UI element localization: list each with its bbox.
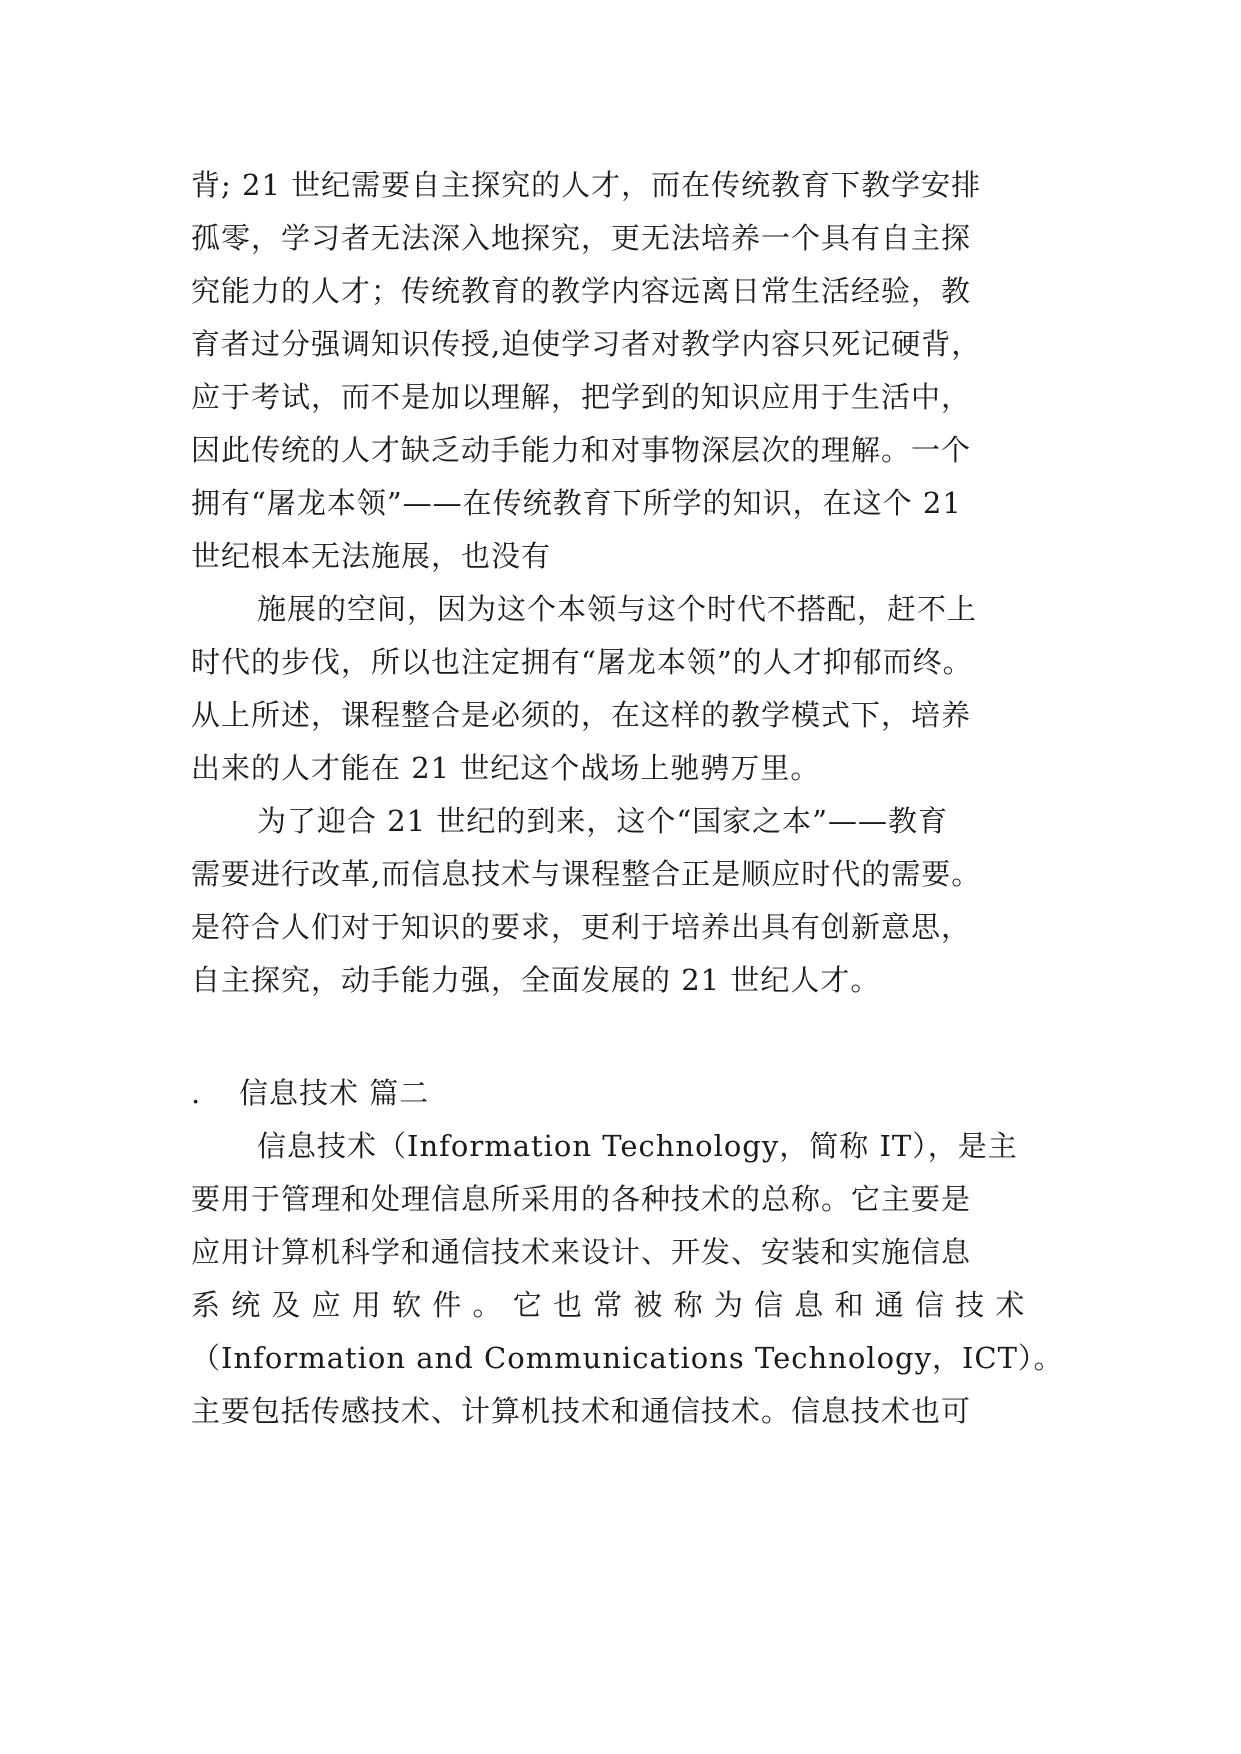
text-line: （Information and Communications Technology，ICT）。 (191, 1341, 1064, 1375)
paragraph-first-line: 信息技术（Information Technology，简称 IT），是主 (257, 1129, 1018, 1163)
text-line: 系 统 及 应 用 软 件 。 它 也 常 被 称 为 信 息 和 通 信 技 术 (191, 1288, 1026, 1322)
text-line: 时代的步伐，所以也注定拥有“屠龙本领”的人才抑郁而终。 (191, 645, 973, 679)
text-line: 育者过分强调知识传授,迫使学习者对教学内容只死记硬背， (191, 327, 982, 361)
text-line: 世纪根本无法施展，也没有 (191, 539, 552, 573)
section-heading (191, 1067, 1051, 1120)
text-line: 孤零，学习者无法深入地探究，更无法培养一个具有自主探 (191, 221, 972, 255)
text-line: 应用计算机科学和通信技术来设计、开发、安装和实施信息 (191, 1235, 972, 1269)
paragraph-first-line: 为了迎合 21 世纪的到来，这个“国家之本”——教育 (257, 804, 948, 838)
text-line: 主要包括传感技术、计算机技术和通信技术。信息技术也可 (191, 1394, 972, 1428)
text-line: 因此传统的人才缺乏动手能力和对事物深层次的理解。一个 (191, 433, 972, 467)
text-line: 背; 21 世纪需要自主探究的人才，而在传统教育下教学安排 (191, 168, 982, 202)
text-line: 是符合人们对于知识的要求，更利于培养出具有创新意思， (191, 910, 972, 944)
heading-bullet: . (191, 1076, 202, 1110)
paragraph-first-line: 施展的空间，因为这个本领与这个时代不搭配，赶不上 (257, 592, 978, 626)
text-line: 需要进行改革,而信息技术与课程整合正是顺应时代的需要。 (191, 857, 982, 891)
text-line: 自主探究，动手能力强，全面发展的 21 世纪人才。 (191, 963, 881, 997)
text-line: 应于考试，而不是加以理解，把学到的知识应用于生活中， (191, 380, 972, 414)
text-line: 究能力的人才；传统教育的教学内容远离日常生活经验，教 (191, 274, 972, 308)
text-line: 出来的人才能在 21 世纪这个战场上驰骋万里。 (191, 751, 821, 785)
text-line: 拥有“屠龙本领”——在传统教育下所学的知识，在这个 21 (191, 486, 962, 520)
body-text (191, 159, 1064, 1438)
heading-title: 信息技术 篇二 (239, 1076, 430, 1110)
text-line: 从上所述，课程整合是必须的，在这样的教学模式下，培养 (191, 698, 972, 732)
text-line: 要用于管理和处理信息所采用的各种技术的总称。它主要是 (191, 1182, 972, 1216)
section-spacer (191, 1007, 1051, 1067)
